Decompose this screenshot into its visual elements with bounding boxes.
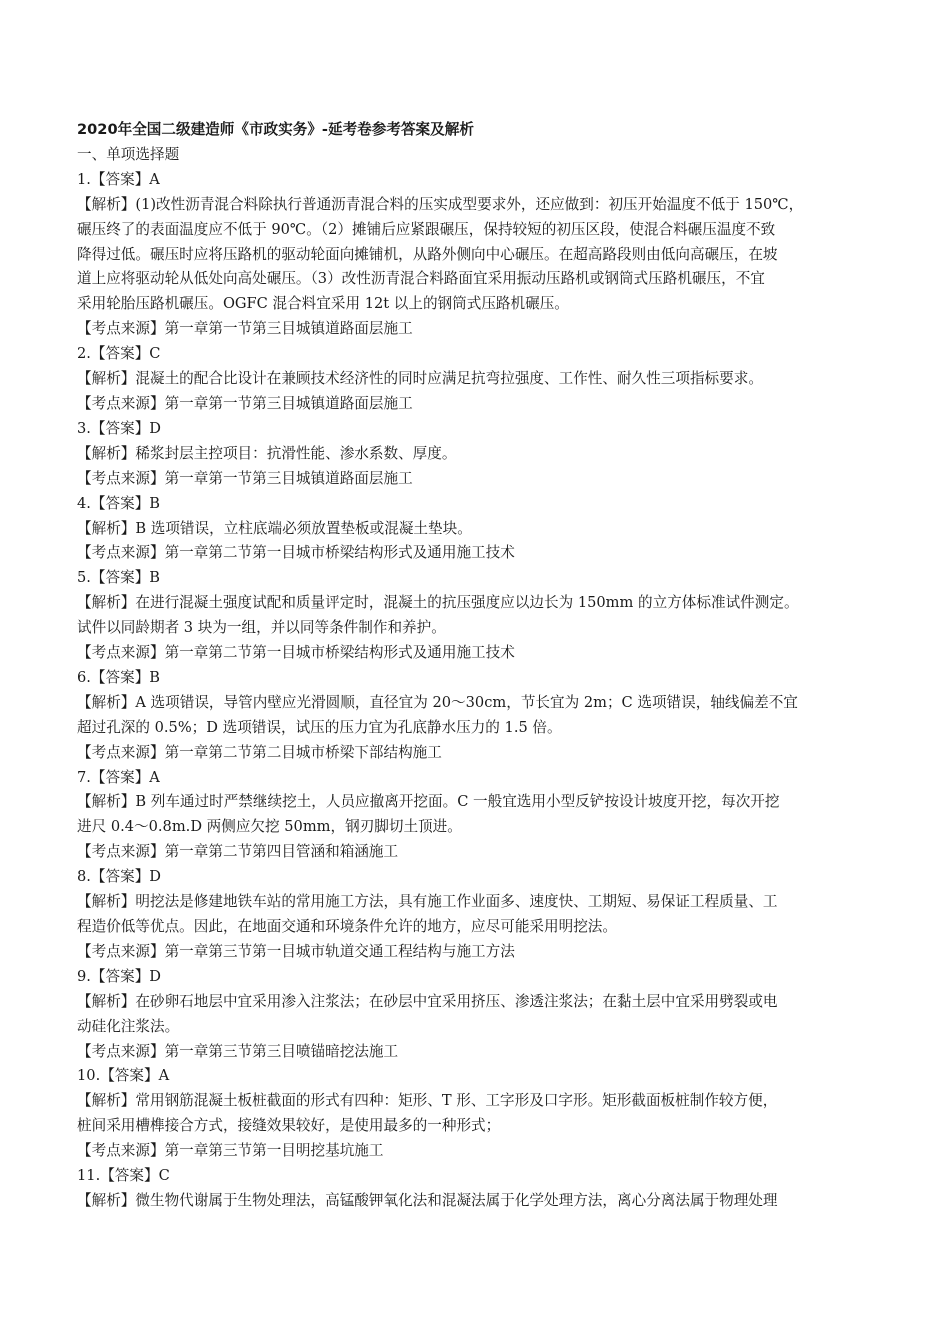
answer-item xyxy=(77,417,883,492)
answer-item xyxy=(77,666,883,766)
analysis-line: 降得过低。碾压时应将压路机的驱动轮面向摊铺机，从路外侧向中心碾压。在超高路段则由低向高碾压，在坡 xyxy=(77,245,778,263)
analysis-line: 【解析】明挖法是修建地铁车站的常用施工方法，具有施工作业面多、速度快、工期短、易保证工程质量、工 xyxy=(77,893,778,911)
answer-line: 11.【答案】C xyxy=(77,1167,170,1185)
answer-line: 4.【答案】B xyxy=(77,494,161,512)
analysis-line: 【解析】在进行混凝土强度试配和质量评定时，混凝土的抗压强度应以边长为 150mm 的立方体标准试件测定。 xyxy=(77,594,799,612)
answer-item xyxy=(77,865,883,965)
answer-line: 9.【答案】D xyxy=(77,967,161,985)
analysis-line: 【解析】混凝土的配合比设计在兼顾技术经济性的同时应满足抗弯拉强度、工作性、耐久性三项指标要求。 xyxy=(77,370,763,388)
answer-item xyxy=(77,1064,883,1164)
analysis-line: 桩间采用槽榫接合方式，接缝效果较好，是使用最多的一种形式； xyxy=(77,1117,501,1135)
answer-line: 6.【答案】B xyxy=(77,668,161,686)
source-line: 【考点来源】第一章第三节第三目喷锚暗挖法施工 xyxy=(77,1042,399,1060)
source-line: 【考点来源】第一章第二节第二目城市桥梁下部结构施工 xyxy=(77,743,442,761)
section-heading: 一、单项选择题 xyxy=(77,145,180,163)
analysis-line: 道上应将驱动轮从低处向高处碾压。（3）改性沥青混合料路面宜采用振动压路机或钢筒式压路机碾压，不宜 xyxy=(77,270,765,288)
analysis-line: 碾压终了的表面温度应不低于 90℃。（2）摊铺后应紧跟碾压，保持较短的初压区段，使混合料碾压温度不致 xyxy=(77,220,776,238)
document-page xyxy=(77,118,883,1214)
answer-line: 5.【答案】B xyxy=(77,569,161,587)
analysis-line: 采用轮胎压路机碾压。OGFC 混合料宜采用 12t 以上的钢筒式压路机碾压。 xyxy=(77,295,569,313)
analysis-line: 【解析】B 列车通过时严禁继续挖土，人员应撤离开挖面。C 一般宜选用小型反铲按设计坡度开挖，每次开挖 xyxy=(77,793,780,811)
source-line: 【考点来源】第一章第一节第三目城镇道路面层施工 xyxy=(77,394,413,412)
answer-item xyxy=(77,965,883,1065)
analysis-line: 进尺 0.4～0.8m.D 两侧应欠挖 50mm，钢刃脚切土顶进。 xyxy=(77,818,462,836)
answer-item xyxy=(77,168,883,342)
analysis-line: 【解析】B 选项错误，立柱底端必须放置垫板或混凝土垫块。 xyxy=(77,519,472,537)
answer-item xyxy=(77,766,883,866)
answer-line: 3.【答案】D xyxy=(77,419,161,437)
answer-item xyxy=(77,342,883,417)
source-line: 【考点来源】第一章第三节第一目城市轨道交通工程结构与施工方法 xyxy=(77,942,515,960)
answer-line: 10.【答案】A xyxy=(77,1067,170,1085)
analysis-line: 超过孔深的 0.5%；D 选项错误，试压的压力宜为孔底静水压力的 1.5 倍。 xyxy=(77,718,562,736)
analysis-line: 【解析】(1)改性沥青混合料除执行普通沥青混合料的压实成型要求外，还应做到：初压开始温度不低于 150℃， xyxy=(77,195,804,213)
analysis-line: 【解析】稀浆封层主控项目：抗滑性能、渗水系数、厚度。 xyxy=(77,444,457,462)
answer-item xyxy=(77,1164,883,1214)
analysis-line: 【解析】A 选项错误，导管内壁应光滑圆顺，直径宜为 20～30cm，节长宜为 2m；C 选项错误，轴线偏差不宜 xyxy=(77,693,798,711)
source-line: 【考点来源】第一章第一节第三目城镇道路面层施工 xyxy=(77,469,413,487)
source-line: 【考点来源】第一章第一节第三目城镇道路面层施工 xyxy=(77,320,413,338)
source-line: 【考点来源】第一章第二节第一目城市桥梁结构形式及通用施工技术 xyxy=(77,544,515,562)
analysis-line: 【解析】在砂卵石地层中宜采用渗入注浆法；在砂层中宜采用挤压、渗透注浆法；在黏土层中宜采用劈裂或电 xyxy=(77,992,778,1010)
analysis-line: 试件以同龄期者 3 块为一组，并以同等条件制作和养护。 xyxy=(77,619,446,637)
answer-item xyxy=(77,492,883,567)
source-line: 【考点来源】第一章第二节第四目管涵和箱涵施工 xyxy=(77,843,399,861)
answer-line: 8.【答案】D xyxy=(77,868,161,886)
answer-list xyxy=(77,168,883,1214)
answer-line: 1.【答案】A xyxy=(77,170,160,188)
analysis-line: 动硅化注浆法。 xyxy=(77,1017,180,1035)
answer-item xyxy=(77,566,883,666)
source-line: 【考点来源】第一章第三节第一目明挖基坑施工 xyxy=(77,1142,384,1160)
answer-line: 2.【答案】C xyxy=(77,345,161,363)
answer-line: 7.【答案】A xyxy=(77,768,160,786)
analysis-line: 【解析】微生物代谢属于生物处理法，高锰酸钾氧化法和混凝法属于化学处理方法，离心分离法属于物理处理 xyxy=(77,1191,778,1209)
analysis-line: 【解析】常用钢筋混凝土板桩截面的形式有四种：矩形、T 形、工字形及口字形。矩形截面板桩制作较方便， xyxy=(77,1092,778,1110)
source-line: 【考点来源】第一章第二节第一目城市桥梁结构形式及通用施工技术 xyxy=(77,644,515,662)
analysis-line: 程造价低等优点。因此，在地面交通和环境条件允许的地方，应尽可能采用明挖法。 xyxy=(77,918,617,935)
document-title: 2020年全国二级建造师《市政实务》-延考卷参考答案及解析 xyxy=(77,121,474,138)
